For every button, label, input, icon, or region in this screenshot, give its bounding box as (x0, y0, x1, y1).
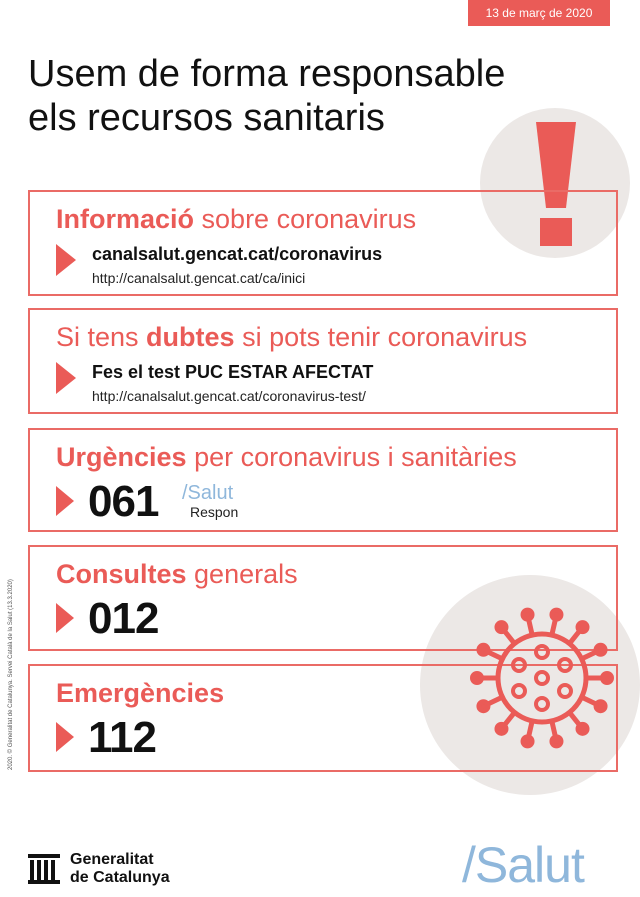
virus-spike-tip (473, 674, 482, 683)
heading-bold: Consultes (56, 559, 187, 589)
info-link[interactable]: canalsalut.gencat.cat/coronavirus (92, 244, 383, 264)
title-line-1: Usem de forma responsable (28, 53, 506, 95)
phone-number-112[interactable]: 112 (88, 713, 156, 762)
virus-spike-tip (552, 610, 561, 619)
card-urgencies-heading (56, 442, 517, 473)
generalitat-wordmark (70, 851, 170, 887)
heading-pre: Si tens (56, 322, 147, 352)
arrow-right-icon (56, 244, 76, 276)
heading-rest: generals (186, 559, 298, 589)
copyright-credit (8, 520, 18, 770)
date-tag: 13 de març de 2020 (468, 0, 610, 26)
test-link[interactable]: Fes el test PUC ESTAR AFECTAT (92, 362, 374, 382)
phone-number-061[interactable]: 061 (88, 477, 159, 526)
card-doubts-heading (56, 322, 527, 353)
card-information-heading (56, 204, 416, 235)
virus-spike-tip (497, 724, 506, 733)
salut-brand-logo: /Salut (462, 837, 584, 893)
arrow-right-icon (56, 603, 74, 633)
virus-spike-tip (523, 737, 532, 746)
arrow-right-icon (56, 362, 76, 394)
coronavirus-icon (468, 604, 616, 752)
gen-line-2: de Catalunya (70, 869, 170, 886)
card-consultes-heading (56, 559, 298, 590)
heading-rest: sobre coronavirus (194, 204, 417, 234)
title-line-2: els recursos sanitaris (28, 97, 385, 139)
card-emergencies-heading (56, 678, 224, 709)
heading-rest: per coronavirus i sanitàries (186, 442, 517, 472)
virus-spike-tip (552, 737, 561, 746)
info-url[interactable]: http://canalsalut.gencat.cat/ca/inici (92, 270, 306, 286)
virus-spike-tip (479, 702, 488, 711)
heading-bold: Informació (56, 204, 195, 234)
virus-spike-tip (578, 724, 587, 733)
virus-spike-tip (603, 674, 612, 683)
arrow-right-icon (56, 486, 74, 516)
card-doubts (28, 308, 618, 414)
generalitat-logo (26, 850, 62, 886)
salut-label: /Salut (182, 482, 234, 504)
gen-line-1: Generalitat (70, 851, 154, 868)
card-information (28, 190, 618, 296)
virus-spike-tip (497, 623, 506, 632)
test-url[interactable]: http://canalsalut.gencat.cat/coronavirus-test/ (92, 388, 366, 404)
virus-spike-tip (523, 610, 532, 619)
virus-spike-tip (596, 645, 605, 654)
heading-rest: si pots tenir coronavirus (234, 322, 528, 352)
virus-spike-tip (578, 623, 587, 632)
arrow-right-icon (56, 722, 74, 752)
respon-label: Respon (190, 504, 239, 520)
credit-text: 2020. © Generalitat de Catalunya. Servei Català de la Salut (13.3.2020) (8, 579, 14, 770)
heading-bold: Emergències (56, 678, 225, 708)
virus-spike-tip (596, 702, 605, 711)
virus-spike-tip (479, 645, 488, 654)
card-urgencies (28, 428, 618, 532)
phone-number-012[interactable]: 012 (88, 594, 159, 643)
heading-bold: Urgències (56, 442, 187, 472)
heading-bold: dubtes (146, 322, 235, 352)
